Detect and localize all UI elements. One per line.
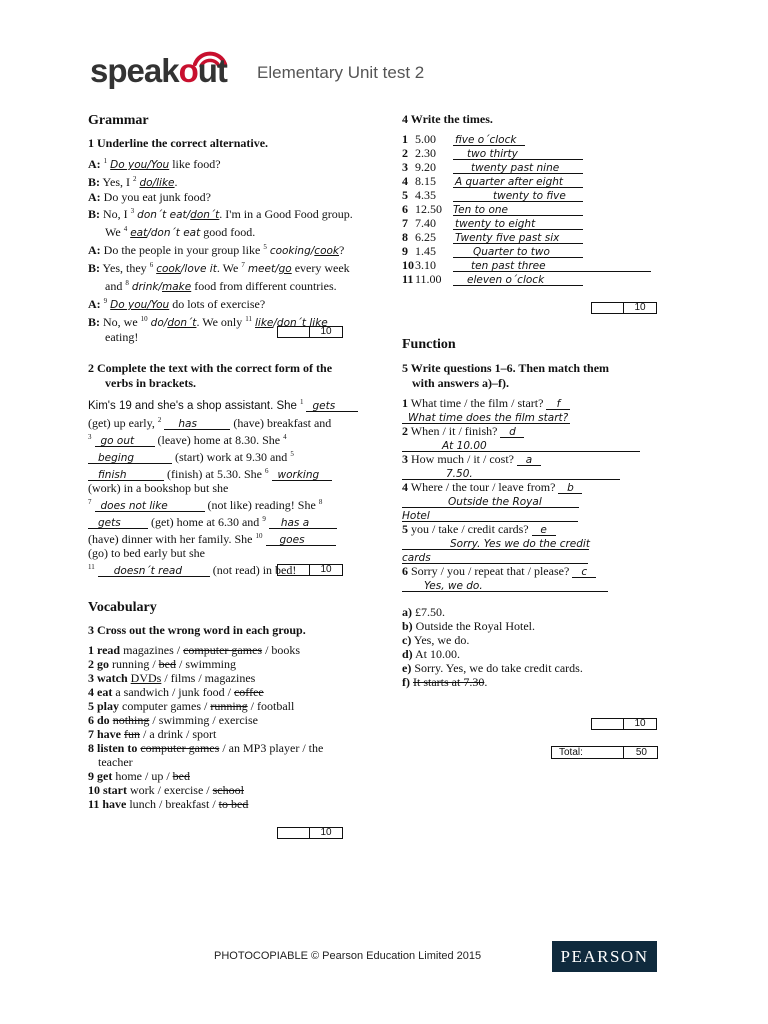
ex5-instruction	[402, 361, 672, 391]
crossed-word[interactable]: coffee	[233, 685, 264, 699]
total-label: Total:	[552, 747, 624, 758]
score-blank[interactable]	[592, 303, 624, 313]
ex1-line: A: $^1$ Do you/You like food?	[88, 157, 221, 171]
vocab-item	[88, 783, 363, 797]
vocab-number: 1	[88, 643, 94, 657]
time-answer-blank[interactable]	[453, 273, 583, 286]
question-answer-blank[interactable]	[402, 467, 620, 480]
time-item	[402, 272, 662, 286]
crossed-word[interactable]: bed	[172, 769, 190, 783]
time-item	[402, 188, 662, 202]
option-text: Yes, we do.	[413, 633, 470, 647]
ex1-option[interactable]: cooking/cook	[269, 245, 339, 257]
ex2-section	[88, 361, 358, 577]
function-heading: Function	[402, 337, 456, 352]
ex2-line: finish (finish) at 5.30. She $^6$ working	[88, 464, 358, 481]
time-answer-blank[interactable]	[453, 259, 651, 272]
question-answer-line	[402, 550, 672, 564]
vocab-verb: watch	[97, 671, 128, 685]
question-prompt-line	[402, 480, 672, 494]
ex2-line: $^3$ go out (leave) home at 8.30. She $^4$	[88, 433, 287, 447]
ex2-blank[interactable]: finish	[88, 468, 164, 481]
time-number: 7	[402, 216, 408, 230]
vocab-item	[88, 713, 363, 727]
question-prompt-line	[402, 396, 672, 410]
function-section	[402, 336, 672, 689]
question-prompt: What time / the film / start?	[410, 396, 544, 410]
question-answer-line	[402, 494, 672, 508]
ex2-blank[interactable]: gets	[88, 516, 148, 529]
time-answer: twenty to eight	[455, 218, 536, 230]
time-item	[402, 258, 662, 272]
option-text: It starts at 7.30	[413, 675, 485, 689]
vocab-verb: play	[97, 699, 120, 713]
ex1-line: B: Yes, I $^2$ do/like.	[88, 175, 178, 189]
ex1-line: B: Yes, they $^6$ cook/love it. We $^7$ meet/go every week	[88, 261, 350, 275]
ex5-score-box	[591, 718, 657, 730]
vocab-words: home / up /	[115, 769, 173, 783]
ex2-blank[interactable]: doesn´t read	[98, 564, 210, 577]
option-key: b)	[402, 619, 413, 633]
question-answer-blank[interactable]	[402, 509, 578, 522]
time-answer: twenty past nine	[471, 162, 560, 174]
vocab-words: computer games /	[122, 699, 211, 713]
time-value: 2.30	[415, 146, 436, 160]
ex1-option[interactable]: do/don´t	[150, 317, 197, 329]
time-value: 4.35	[415, 188, 436, 202]
vocab-verb: start	[103, 783, 127, 797]
question-number: 1	[402, 396, 408, 410]
brand-wordmark	[90, 52, 227, 90]
ex1-line: and $^8$ drink/make food from different countries.	[105, 279, 337, 293]
ex1-option[interactable]: Do you/You	[110, 299, 170, 311]
ex5-instruction-line2: with answers a)–f).	[412, 376, 509, 390]
ex2-blank[interactable]: goes	[266, 533, 336, 546]
ex1-option[interactable]: like/don´t like	[255, 317, 328, 329]
time-answer-blank[interactable]	[453, 175, 583, 188]
answer-option	[402, 605, 672, 619]
pearson-logo	[552, 941, 657, 972]
time-number: 1	[402, 132, 408, 146]
vocab-number: 5	[88, 699, 94, 713]
question-answer-blank[interactable]	[402, 579, 608, 592]
ex1-instruction: 1 Underline the correct alternative.	[88, 136, 269, 150]
ex2-blank[interactable]: working	[272, 468, 332, 481]
crossed-word[interactable]: running	[210, 699, 248, 713]
ex1-line: eating!	[105, 330, 139, 344]
vocab-verb: have	[97, 727, 121, 741]
ex1-option[interactable]: cook/love it	[156, 263, 217, 275]
crossed-word[interactable]: school	[212, 783, 244, 797]
ex2-line: beging (start) work at 9.30 and $^5$	[88, 447, 358, 464]
time-value: 1.45	[415, 244, 436, 258]
answer-option	[402, 619, 672, 633]
time-answer-blank[interactable]	[453, 217, 583, 230]
option-key: f)	[402, 675, 410, 689]
ex2-score-box	[277, 564, 343, 576]
match-letter-blank[interactable]	[500, 425, 524, 438]
time-number: 9	[402, 244, 408, 258]
ex1-option[interactable]: drink/make	[131, 281, 192, 293]
time-number: 2	[402, 146, 408, 160]
grammar-heading: Grammar	[88, 113, 149, 128]
vocab-words: / films / magazines	[161, 671, 256, 685]
ex2-blank[interactable]: beging	[88, 451, 172, 464]
answer-option	[402, 647, 672, 661]
match-letter-blank[interactable]	[517, 453, 541, 466]
ex2-line: (get) up early, $^2$ has (have) breakfast and	[88, 416, 332, 430]
ex1-dialogue	[88, 154, 358, 344]
vocab-words: teacher	[98, 755, 133, 769]
time-answer-blank[interactable]	[453, 189, 583, 202]
time-answer-blank[interactable]	[453, 231, 583, 244]
question-number: 5	[402, 522, 408, 536]
vocab-number: 9	[88, 769, 94, 783]
time-item	[402, 202, 662, 216]
question-answer-blank[interactable]	[402, 551, 588, 564]
question-answer-line	[402, 466, 672, 480]
question-answer-blank[interactable]	[402, 495, 579, 508]
vocab-verb: have	[102, 797, 127, 811]
time-number: 4	[402, 174, 408, 188]
vocab-item	[88, 643, 363, 657]
ex1-line: B: No, we $^{10}$ do/don´t. We only $^{11}$ like/don´t like	[88, 315, 328, 329]
brand-speak: speak	[90, 52, 179, 89]
time-value: 8.15	[415, 174, 436, 188]
question-prompt: Sorry / you / repeat that / please?	[411, 564, 570, 578]
time-answer-blank[interactable]	[453, 203, 583, 216]
time-item	[402, 244, 662, 258]
match-letter-blank[interactable]	[532, 523, 556, 536]
time-answer: ten past three	[471, 260, 546, 272]
brand-o: o	[178, 52, 198, 89]
ex1-option[interactable]: Do you/You	[110, 159, 170, 171]
ex2-line: (work) in a bookshop but she	[88, 481, 229, 495]
time-item	[402, 132, 662, 146]
questions-list	[402, 396, 672, 592]
time-number: 6	[402, 202, 408, 216]
page-subtitle: Elementary Unit test 2	[257, 63, 425, 82]
vocab-verb: go	[97, 657, 109, 671]
question-prompt: How much / it / cost?	[411, 452, 514, 466]
pearson-logo-text: PEARSON	[560, 946, 649, 966]
ex2-line: (go) to bed early but she	[88, 546, 205, 560]
time-answer: twenty to five	[493, 190, 566, 202]
vocabulary-section	[88, 599, 363, 811]
option-text: At 10.00.	[415, 647, 461, 661]
question-answer: 7.50.	[446, 468, 473, 480]
time-value: 6.25	[415, 230, 436, 244]
vocab-words: DVDs	[130, 671, 162, 685]
match-letter: b	[567, 482, 574, 494]
question-prompt: you / take / credit cards?	[411, 522, 529, 536]
vocab-item	[88, 657, 363, 671]
question-prompt-line	[402, 452, 672, 466]
vocab-number: 11	[88, 797, 100, 811]
match-letter-blank[interactable]	[572, 565, 596, 578]
vocab-words: / swimming	[176, 657, 237, 671]
time-answer: A quarter after eight	[455, 176, 563, 188]
vocab-item	[88, 699, 363, 713]
time-answer-blank[interactable]	[453, 161, 583, 174]
time-value: 11.00	[415, 272, 442, 286]
option-key: a)	[402, 605, 412, 619]
ex2-instruction	[88, 361, 358, 391]
question-prompt-line	[402, 522, 672, 536]
question-prompt: When / it / finish?	[410, 424, 498, 438]
brand-ut: ut	[197, 52, 227, 89]
question-number: 4	[402, 480, 408, 494]
vocab-verb: eat	[97, 685, 113, 699]
score-max: 10	[320, 827, 332, 838]
answer-option: f) It starts at 7.30.	[402, 675, 488, 689]
times-list	[402, 132, 662, 286]
header	[90, 44, 510, 94]
ex2-instruction-line2: verbs in brackets.	[105, 376, 196, 390]
ex2-line: gets (get) home at 6.30 and $^9$ has a	[88, 512, 358, 529]
time-item	[402, 216, 662, 230]
time-item	[402, 174, 662, 188]
match-letter-blank[interactable]	[546, 397, 570, 410]
question-answer: cards	[402, 552, 431, 564]
time-answer: Ten to one	[453, 204, 508, 216]
vocab-verb: listen to	[97, 741, 138, 755]
ex2-line: $^{11}$ doesn´t read (not read) in bed!	[88, 563, 297, 577]
score-blank[interactable]	[278, 828, 310, 838]
options-list	[402, 605, 672, 689]
vocab-words: running /	[112, 657, 159, 671]
time-answer-blank[interactable]	[453, 147, 583, 160]
ex1-line: A: Do the people in your group like $^5$ cooking/cook?	[88, 243, 345, 257]
crossed-word[interactable]: computer games	[183, 643, 263, 657]
time-answer: eleven o´clock	[467, 274, 545, 286]
vocabulary-heading: Vocabulary	[88, 600, 157, 615]
time-answer: five o´clock	[455, 134, 517, 146]
question-answer-line	[402, 508, 672, 522]
total-score-box	[551, 746, 658, 759]
question-prompt: Where / the tour / leave from?	[410, 480, 556, 494]
option-text: Sorry. Yes, we do take credit cards.	[414, 661, 583, 675]
crossed-word[interactable]: nothing	[112, 713, 150, 727]
time-number: 10	[402, 258, 414, 272]
match-letter: f	[556, 398, 561, 410]
time-number: 5	[402, 188, 408, 202]
match-letter: a	[525, 454, 533, 466]
time-value: 3.10	[415, 258, 436, 272]
question-answer-blank[interactable]	[402, 439, 640, 452]
question-answer-blank[interactable]	[402, 411, 570, 424]
vocab-words: work / exercise /	[130, 783, 213, 797]
time-value: 12.50	[415, 202, 442, 216]
ex2-text	[88, 395, 358, 577]
time-value: 5.00	[415, 132, 436, 146]
vocab-verb: get	[97, 769, 113, 783]
ex3-instruction: 3 Cross out the wrong word in each group.	[88, 623, 306, 637]
time-item	[402, 146, 662, 160]
question-answer: At 10.00	[442, 440, 487, 452]
question-answer-blank[interactable]	[402, 537, 589, 550]
question-number: 2	[402, 424, 408, 438]
ex1-line: B: No, I $^3$ don´t eat/don´t. I'm in a Good Food group.	[88, 207, 353, 221]
score-blank[interactable]	[592, 719, 624, 729]
ex2-blank[interactable]: has	[164, 417, 230, 430]
question-number: 6	[402, 564, 408, 578]
ex2-blank[interactable]: does not like	[95, 499, 205, 512]
vocab-item	[88, 741, 363, 755]
ex5-instruction-line1: 5 Write questions 1–6. Then match them	[402, 361, 610, 375]
score-max: 10	[320, 564, 332, 575]
ex2-line: Kim's 19 and she's a shop assistant. She $^1$ gets	[88, 395, 358, 413]
score-blank[interactable]	[278, 565, 310, 575]
vocab-item	[88, 769, 363, 783]
option-key: e)	[402, 661, 412, 675]
vocab-words: a sandwich / junk food /	[115, 685, 234, 699]
vocab-number: 6	[88, 713, 94, 727]
ex1-line: A: Do you eat junk food?	[88, 190, 211, 204]
crossed-word[interactable]: fun	[124, 727, 140, 741]
option-key: d)	[402, 647, 413, 661]
match-letter: c	[581, 566, 588, 578]
crossed-word[interactable]: computer games	[140, 741, 220, 755]
vocab-item	[88, 727, 363, 741]
vocab-words: / football	[247, 699, 295, 713]
ex2-blank[interactable]: go out	[95, 434, 155, 447]
time-value: 7.40	[415, 216, 436, 230]
match-letter-blank[interactable]	[558, 481, 582, 494]
time-item	[402, 230, 662, 244]
vocab-words: lunch / breakfast /	[129, 797, 219, 811]
question-answer: What time does the film start?	[408, 412, 569, 424]
option-text: Outside the Royal Hotel.	[415, 619, 535, 633]
question-answer-line	[402, 536, 672, 550]
vocab-item	[88, 755, 363, 769]
ex1-option[interactable]: do/like	[139, 177, 175, 189]
footer-copyright: PHOTOCOPIABLE © Pearson Education Limited 2015	[214, 950, 482, 962]
ex1-option[interactable]: meet/go	[247, 263, 292, 275]
crossed-word[interactable]: bed	[158, 657, 176, 671]
vocab-number: 3	[88, 671, 94, 685]
time-value: 9.20	[415, 160, 436, 174]
score-max: 10	[320, 326, 332, 337]
ex1-score-box	[277, 326, 343, 338]
answer-option	[402, 633, 672, 647]
match-letter: e	[540, 524, 547, 536]
question-prompt-line	[402, 424, 672, 438]
question-answer: Hotel	[402, 510, 430, 522]
ex1-option[interactable]: don´t eat/don´t	[137, 209, 220, 221]
question-answer: Yes, we do.	[424, 580, 483, 592]
vocab-words: / books	[262, 643, 301, 657]
answer-option	[402, 661, 672, 675]
score-blank[interactable]	[278, 327, 310, 337]
ex2-line: $^7$ does not like (not like) reading! She $^8$	[88, 498, 323, 512]
question-answer-line	[402, 578, 672, 592]
time-number: 11	[402, 272, 414, 286]
time-answer: two thirty	[467, 148, 518, 160]
ex3-score-box	[277, 827, 343, 839]
crossed-word[interactable]: to bed	[218, 797, 249, 811]
question-answer: Outside the Royal	[448, 496, 542, 508]
vocab-words: / a drink / sport	[140, 727, 217, 741]
option-key: c)	[402, 633, 412, 647]
vocab-number: 8	[88, 741, 94, 755]
vocab-list	[88, 643, 363, 811]
ex2-line: (have) dinner with her family. She $^{10}$ goes	[88, 529, 358, 546]
match-letter: d	[509, 426, 516, 438]
vocab-number: 7	[88, 727, 94, 741]
score-max: 10	[634, 718, 646, 729]
time-number: 3	[402, 160, 408, 174]
ex2-blank[interactable]: gets	[306, 399, 358, 412]
vocab-words: magazines /	[123, 643, 184, 657]
ex1-line: We $^4$ eat/don´t eat good food.	[105, 225, 256, 239]
ex1-option[interactable]: eat/don´t eat	[130, 227, 201, 239]
ex4-instruction: 4 Write the times.	[402, 112, 493, 126]
vocab-number: 2	[88, 657, 94, 671]
time-answer: Quarter to two	[473, 246, 550, 258]
times-section	[402, 112, 662, 286]
vocab-words: / swimming / exercise	[149, 713, 259, 727]
vocab-verb: read	[97, 643, 121, 657]
question-answer: Sorry. Yes we do the credit	[450, 538, 590, 550]
vocab-number: 10	[88, 783, 100, 797]
vocab-number: 4	[88, 685, 94, 699]
time-answer: Twenty five past six	[455, 232, 560, 244]
time-answer-blank[interactable]	[453, 133, 525, 146]
vocab-item	[88, 797, 363, 811]
score-max: 10	[634, 302, 646, 313]
ex1-line: A: $^9$ Do you/You do lots of exercise?	[88, 297, 266, 311]
vocab-item	[88, 685, 363, 699]
question-answer-line	[402, 410, 672, 424]
left-column	[88, 112, 358, 344]
time-answer-blank[interactable]	[453, 245, 583, 258]
vocab-verb: do	[97, 713, 110, 727]
vocab-item	[88, 671, 363, 685]
ex2-intro: Kim's 19 and she's a shop assistant. She	[88, 400, 297, 412]
question-prompt-line	[402, 564, 672, 578]
ex2-blank[interactable]: has a	[269, 516, 337, 529]
ex2-instruction-line1: 2 Complete the text with the correct form of the	[88, 361, 333, 375]
total-value: 50	[635, 747, 647, 758]
time-number: 8	[402, 230, 408, 244]
vocab-words: / an MP3 player / the	[219, 741, 324, 755]
question-answer-line	[402, 438, 672, 452]
question-number: 3	[402, 452, 408, 466]
time-item	[402, 160, 662, 174]
ex4-score-box	[591, 302, 657, 314]
option-text: £7.50.	[415, 605, 445, 619]
